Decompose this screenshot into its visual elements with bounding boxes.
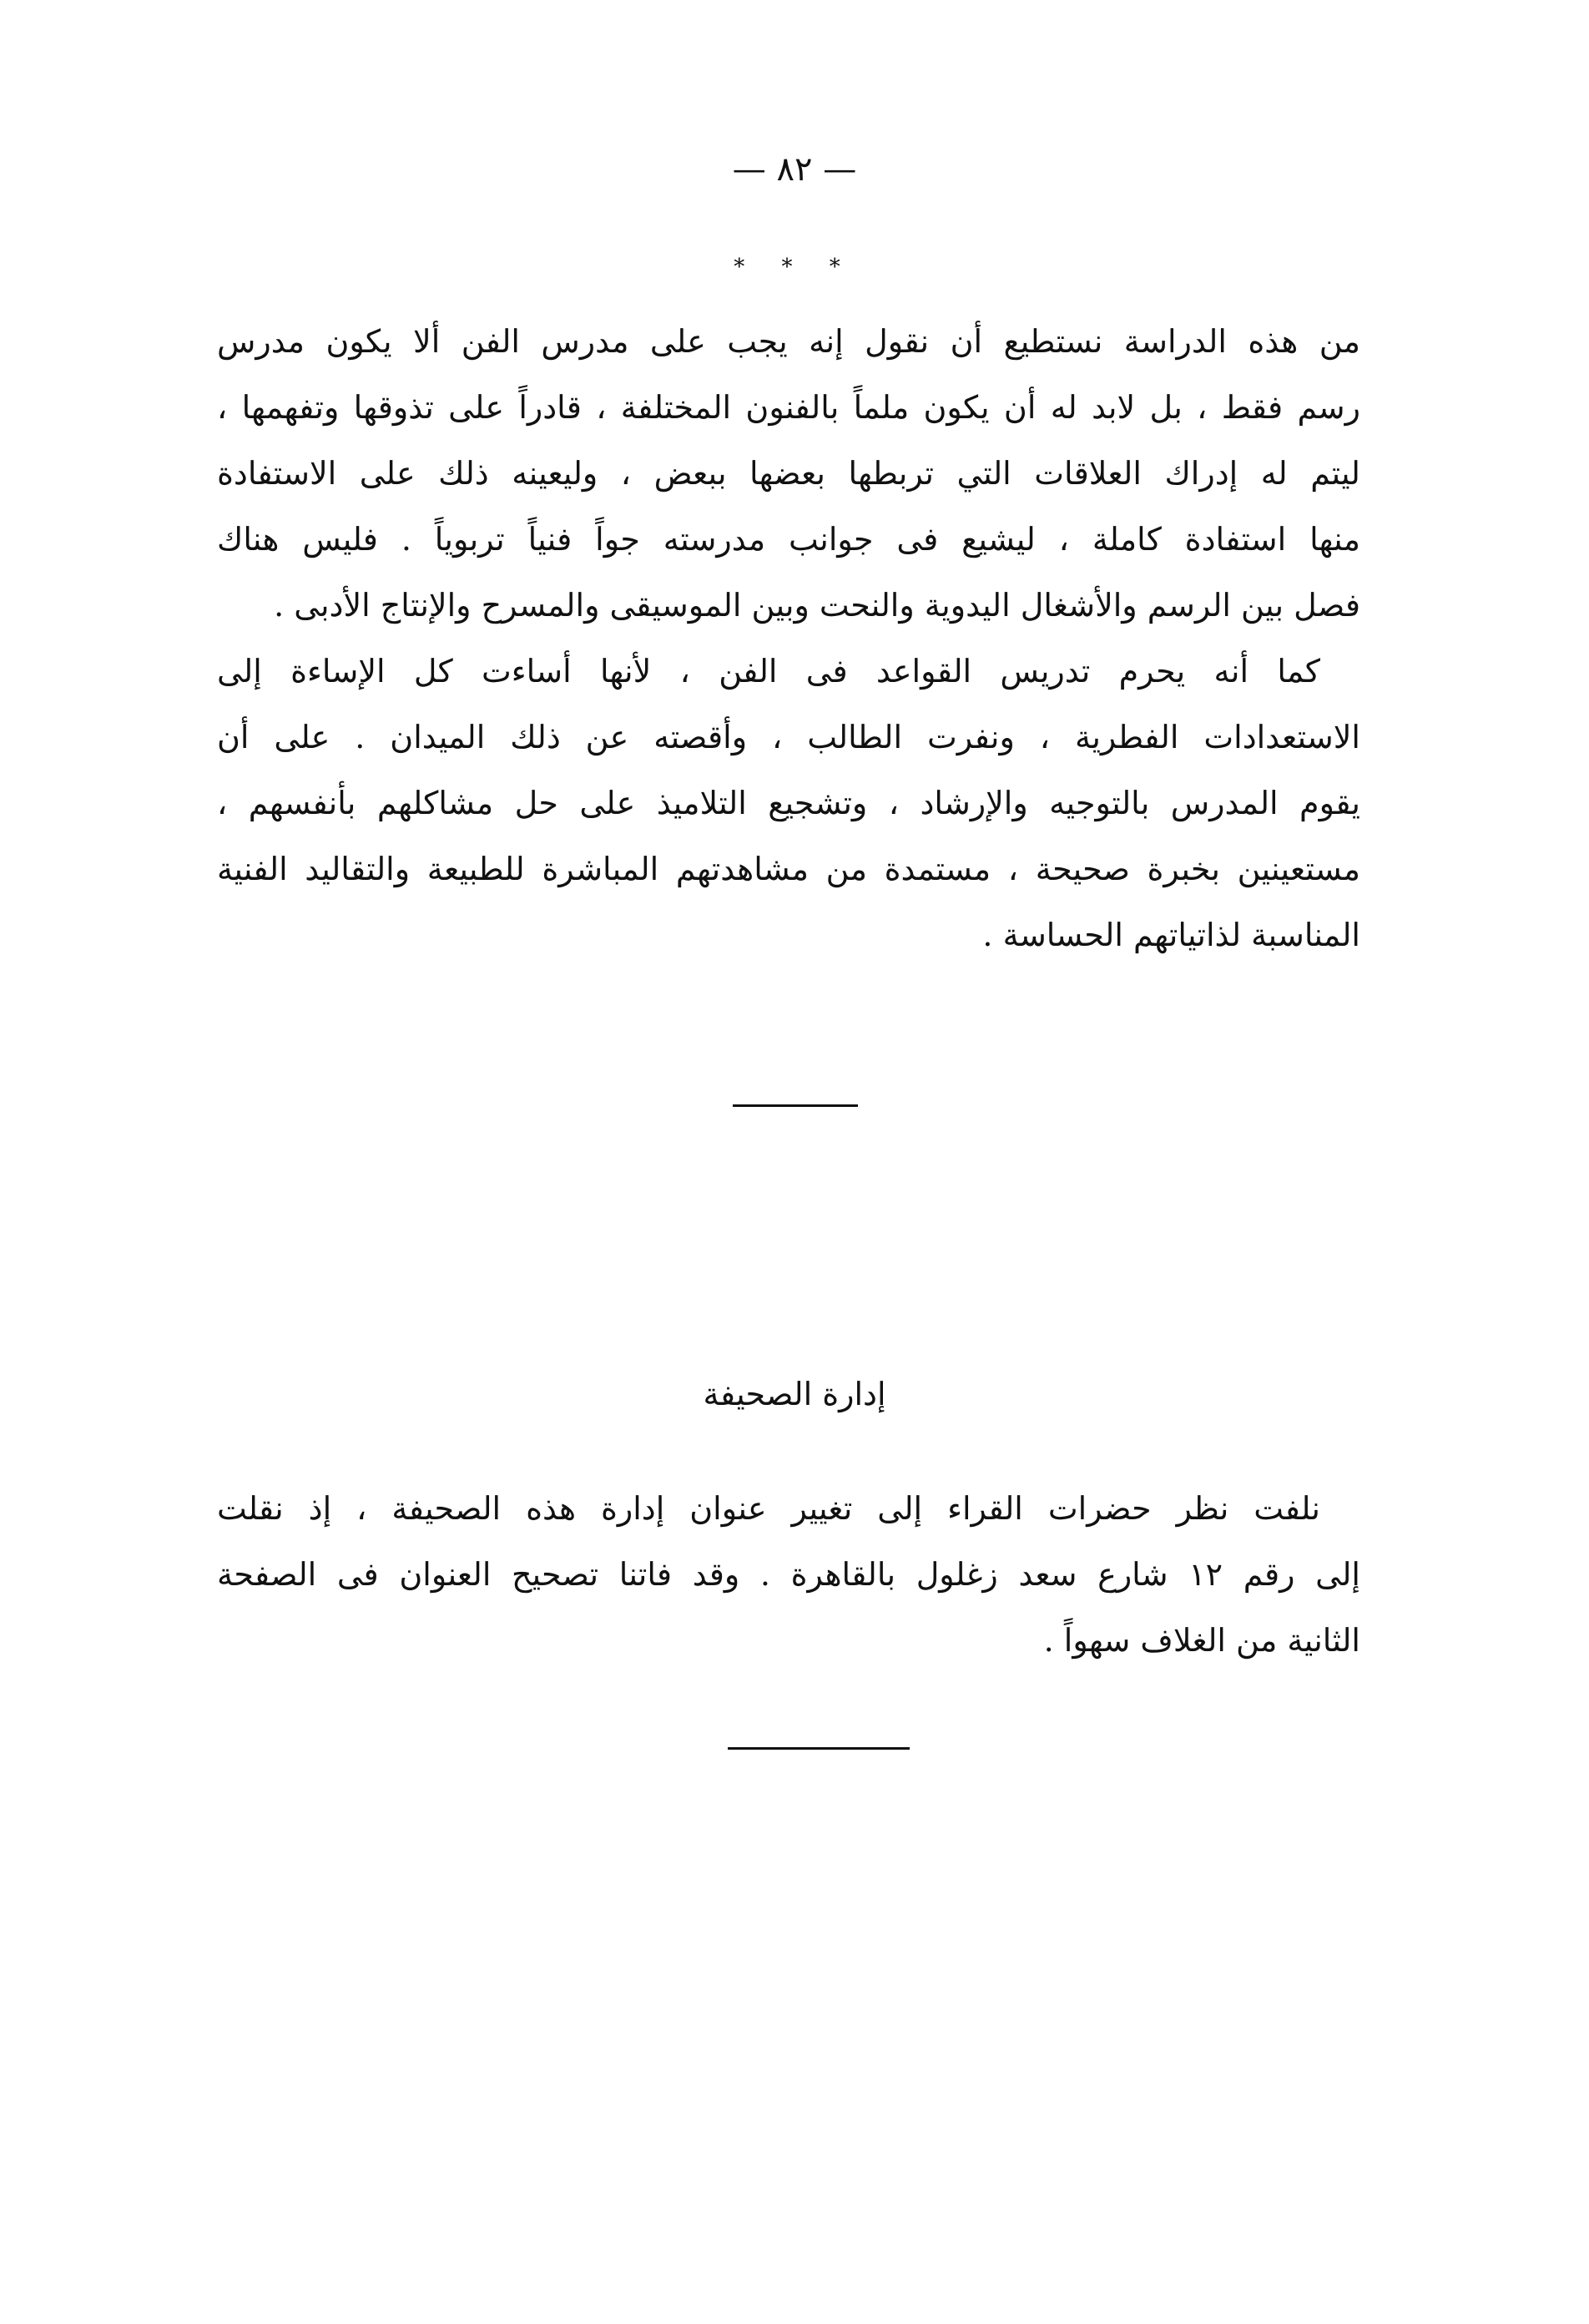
horizontal-rule (733, 1104, 858, 1107)
text-line: ليتم له إدراك العلاقات التي تربطها بعضها ببعض ، وليعينه ذلك على الاستفادة (217, 455, 1360, 492)
text-line: فصل بين الرسم والأشغال اليدوية والنحت وبين الموسيقى والمسرح والإنتاج الأدبى . (274, 587, 1360, 624)
text-line: الثانية من الغلاف سهواً . (1043, 1622, 1360, 1659)
page-number: — ٨٢ — (732, 150, 857, 189)
text-line: الاستعدادات الفطرية ، ونفرت الطالب ، وأقصته عن ذلك الميدان . على أن (217, 719, 1360, 755)
text-line: كما أنه يحرم تدريس القواعد فى الفن ، لأنها أساءت كل الإساءة إلى (217, 653, 1320, 690)
text-line: المناسبة لذاتياتهم الحساسة . (982, 917, 1360, 953)
text-line: إلى رقم ١٢ شارع سعد زغلول بالقاهرة . وقد فاتنا تصحيح العنوان فى الصفحة (217, 1556, 1360, 1593)
text-line: منها استفادة كاملة ، ليشيع فى جوانب مدرسته جواً فنياً تربوياً . فليس هناك (217, 521, 1360, 558)
text-line: من هذه الدراسة نستطيع أن نقول إنه يجب على مدرس الفن ألا يكون مدرس (217, 323, 1360, 360)
text-line: رسم فقط ، بل لابد له أن يكون ملماً بالفنون المختلفة ، قادراً على تذوقها وتفهمها ، (217, 389, 1360, 426)
text-line: نلفت نظر حضرات القراء إلى تغيير عنوان إدارة هذه الصحيفة ، إذ نقلت (217, 1490, 1320, 1527)
section-separator-stars: * * * (734, 255, 855, 280)
section-title: إدارة الصحيفة (703, 1376, 886, 1412)
text-line: يقوم المدرس بالتوجيه والإرشاد ، وتشجيع التلاميذ على حل مشاكلهم بأنفسهم ، (217, 785, 1360, 821)
newspaper-address-notice (217, 1476, 1360, 1674)
horizontal-rule-bottom (728, 1747, 910, 1750)
art-teacher-paragraph (217, 309, 1360, 968)
text-line: مستعينين بخبرة صحيحة ، مستمدة من مشاهدتهم المباشرة للطبيعة والتقاليد الفنية (217, 851, 1360, 887)
